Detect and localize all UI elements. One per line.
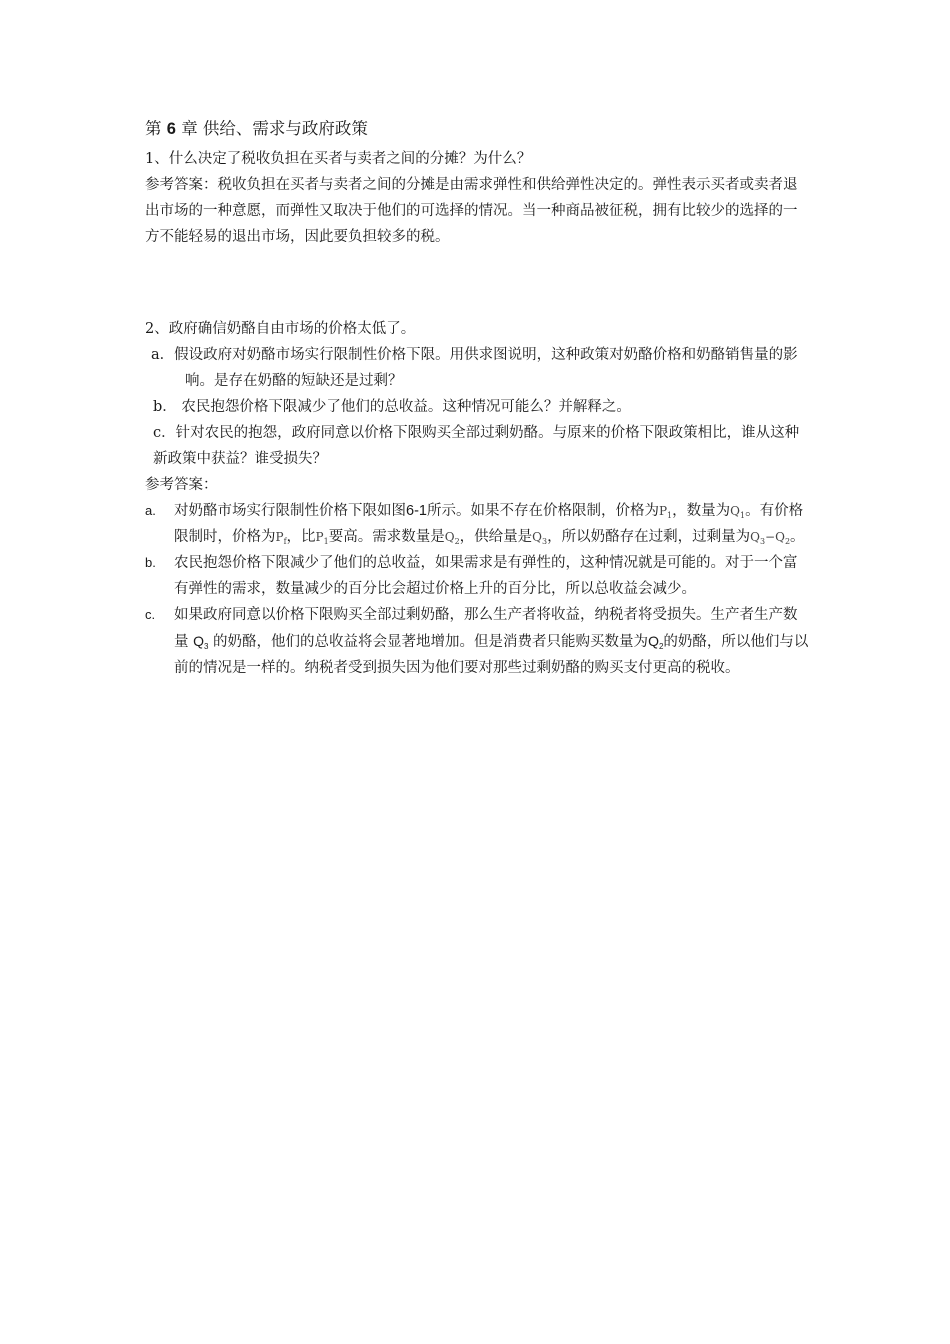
symbol-p1b-letter: P: [315, 530, 324, 544]
answer-a-text-4: 。有价格限制时，价格为: [174, 503, 804, 545]
question-2b: b． 农民抱怨价格下限减少了他们的总收益。这种情况可能么？并解释之。: [153, 399, 631, 415]
figure-ref: 6-1: [406, 503, 427, 519]
symbol-p1b-sub: 1: [323, 537, 329, 546]
answer-b-marker: b.: [145, 555, 156, 570]
symbol-p1: [659, 504, 672, 518]
chapter-title: [145, 116, 368, 142]
symbol-q2c-letter: Q: [648, 633, 659, 649]
symbol-q3-sub: 3: [542, 537, 548, 546]
symbol-pf-letter: P: [275, 530, 284, 544]
symbol-q2-c: [648, 633, 663, 649]
symbol-q2-letter: Q: [444, 530, 455, 544]
symbol-p1-letter: P: [658, 504, 668, 518]
chapter-title-prefix: 第: [145, 119, 162, 138]
symbol-q3b-sub: 3: [759, 537, 766, 546]
answer-a-text-5: ，比: [286, 529, 316, 545]
symbol-q2b-sub: 2: [784, 537, 791, 546]
answer-a-text-8: ，所以奶酪存在过剩，过剩量为: [547, 529, 751, 545]
symbol-q2c-sub: 2: [658, 642, 664, 651]
answer-a-text-3: ，数量为: [672, 503, 731, 519]
answer-c-text-2: 的奶酪，他们的总收益将会显著地增加。但是消费者只能购买数量为: [208, 634, 649, 650]
chapter-title-text: 章 供给、需求与政府政策: [181, 119, 368, 138]
question-2c-line: c．针对农民的抱怨，政府同意以价格下限购买全部过剩奶酪。与原来的价格下限政策相比，谁从这种新政策中获益？谁受损失？: [153, 425, 800, 467]
minus-sign: −: [765, 530, 776, 544]
question-1-answer: 参考答案：税收负担在买者与卖者之间的分摊是由需求弹性和供给弹性决定的。弹性表示买者或卖者退出市场的一种意愿，而弹性又取决于他们的可选择的情况。当一种商品被征税，拥有比较少的选择的一方不能轻易的退出市场，因此要负担较多的税。: [145, 177, 798, 245]
question-2: 2、政府确信奶酪自由市场的价格太低了。: [145, 321, 416, 337]
symbol-q3: [532, 530, 547, 544]
symbol-q3-minus-q2: [750, 530, 790, 544]
symbol-q3-c: [193, 633, 208, 649]
symbol-q3b-letter: Q: [750, 530, 760, 544]
answer-c: [145, 602, 810, 681]
answer-a-marker: a.: [145, 503, 156, 518]
answer-list: [145, 498, 810, 681]
symbol-q1-sub: 1: [739, 511, 746, 520]
question-2a: a．假设政府对奶酪市场实行限制性价格下限。用供求图说明，这种政策对奶酪价格和奶酪销售量的影响。是存在奶酪的短缺还是过剩？: [151, 347, 798, 389]
symbol-q1-letter: Q: [730, 504, 740, 518]
symbol-p1-again: [316, 530, 329, 544]
answer-label: 参考答案：: [145, 477, 218, 493]
chapter-number: 6: [166, 120, 176, 138]
symbol-q2: [445, 530, 460, 544]
answer-b-text: 农民抱怨价格下限减少了他们的总收益，如果需求是有弹性的，这种情况就是可能的。对于一个富有弹性的需求，数量减少的百分比会超过价格上升的百分比，所以总收益会减少。: [174, 555, 798, 597]
symbol-q2-sub: 2: [454, 537, 460, 546]
answer-a-text-2: 所示。如果不存在价格限制，价格为: [426, 503, 659, 519]
symbol-q3c-letter: Q: [193, 633, 204, 649]
symbol-q3c-sub: 3: [204, 642, 209, 651]
symbol-pf-sub: f: [283, 537, 287, 546]
question-2-block: [145, 316, 810, 681]
answer-a-text-9: 。: [790, 529, 805, 545]
question-1: 1、什么决定了税收负担在买者与卖者之间的分摊？为什么？: [145, 151, 532, 167]
symbol-q1: [730, 504, 745, 518]
answer-a: [145, 498, 810, 550]
symbol-pf: [276, 530, 287, 544]
answer-a-text-6: 要高。需求数量是: [328, 529, 445, 545]
answer-c-text-3: 的奶酪，所以他们与以前的情况是一样的。纳税者受到损失因为他们要对那些过剩奶酪的购买支付更高的税收。: [174, 634, 809, 676]
symbol-p1-sub: 1: [667, 511, 673, 520]
answer-a-text-7: ，供给量是: [459, 529, 533, 545]
answer-a-text-1: 对奶酪市场实行限制性价格下限如图: [174, 503, 406, 519]
question-1-block: [145, 146, 810, 250]
answer-b: [145, 550, 810, 602]
answer-c-marker: c.: [145, 607, 156, 622]
symbol-q2b-letter: Q: [775, 530, 785, 544]
answer-c-text-1: 如果政府同意以价格下限购买全部过剩奶酪，那么生产者将收益，纳税者将受损失。生产者生产数量: [174, 607, 798, 650]
symbol-q3-letter: Q: [532, 530, 542, 544]
